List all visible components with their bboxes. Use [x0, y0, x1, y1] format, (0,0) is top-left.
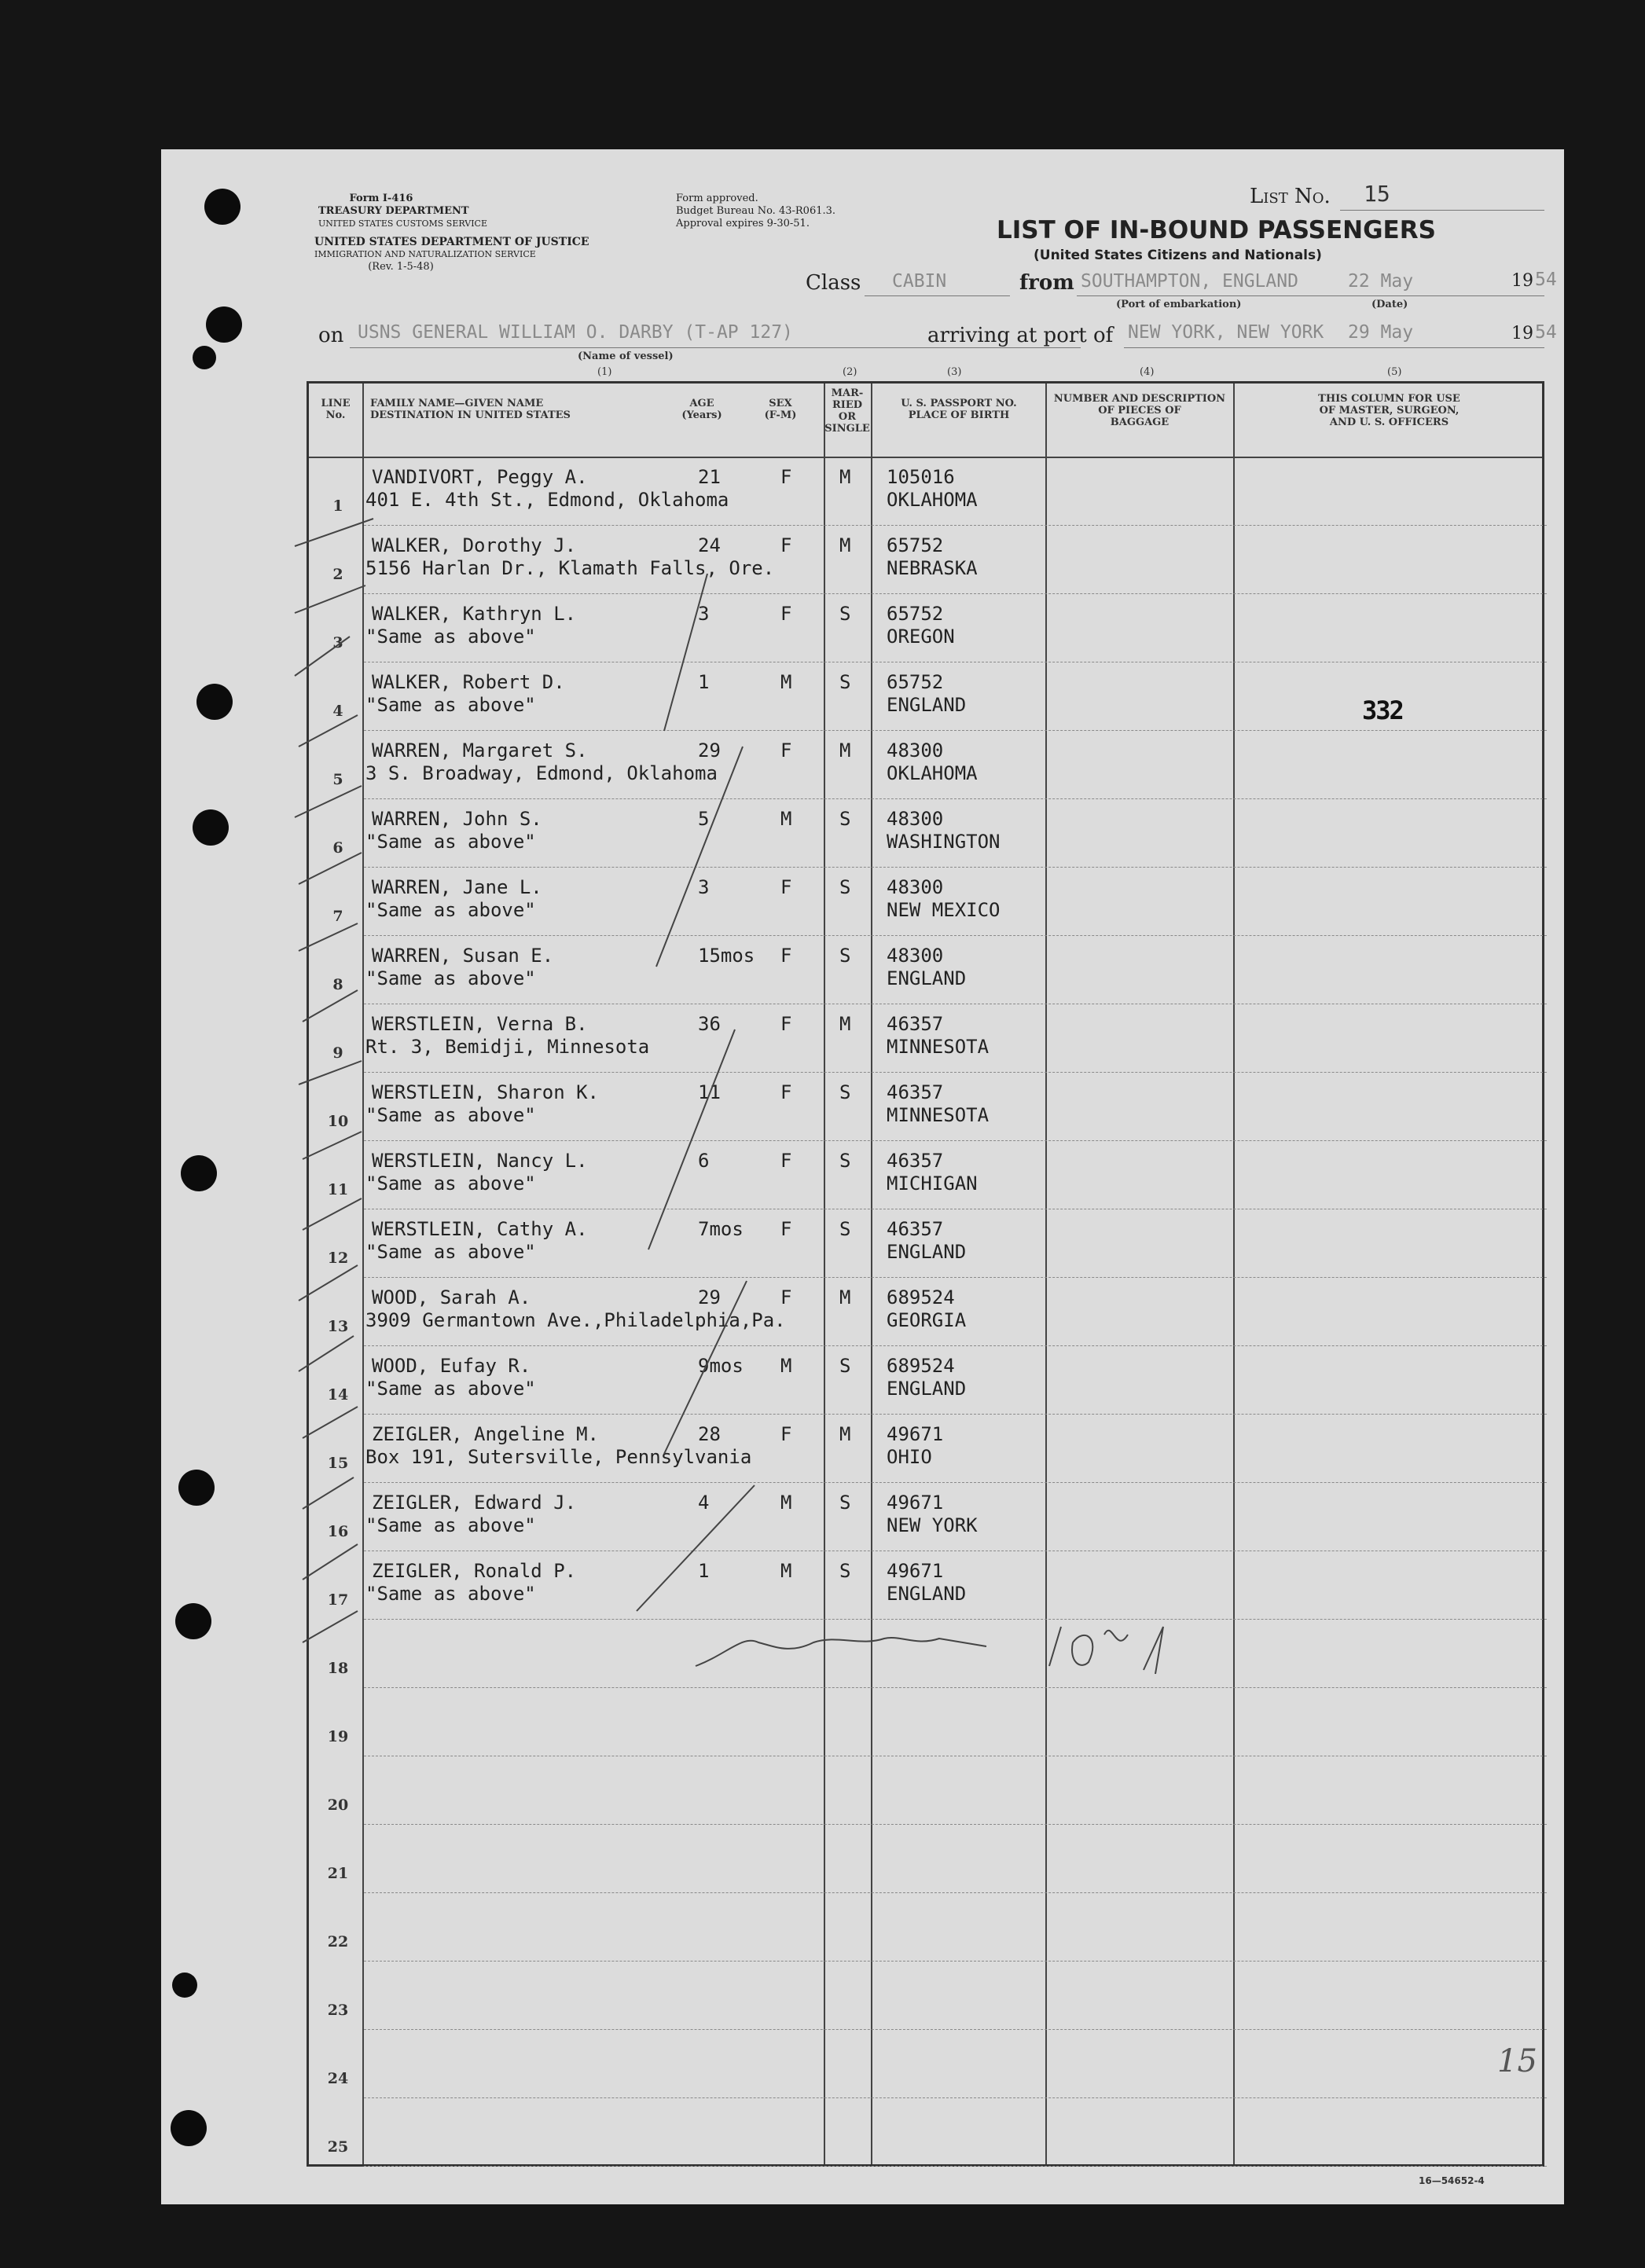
justice-block	[314, 236, 589, 273]
sex: F	[780, 603, 792, 625]
marital-status: S	[839, 1560, 851, 1582]
line-number: 22	[327, 1933, 349, 1951]
budget-bureau: Budget Bureau No. 43-R061.3.	[676, 205, 836, 217]
marital-status: M	[839, 466, 851, 488]
passport-no: 46357	[887, 1081, 944, 1103]
table-row	[309, 1826, 1547, 1894]
col-age: AGE (Years)	[681, 398, 722, 421]
class-label: Class	[806, 271, 861, 295]
destination: 5156 Harlan Dr., Klamath Falls, Ore.	[365, 557, 775, 579]
line-number: 11	[327, 1181, 349, 1198]
destination: "Same as above"	[365, 1514, 536, 1536]
destination: "Same as above"	[365, 1173, 536, 1195]
col-number-4: (4)	[1140, 366, 1155, 378]
binder-hole	[196, 684, 233, 720]
age: 36	[698, 1013, 721, 1035]
row-rule	[364, 2097, 1547, 2098]
passport-no: 48300	[887, 876, 944, 898]
passenger-name: WARREN, Susan E.	[372, 945, 554, 967]
depart-year-prefix: 19	[1511, 271, 1533, 291]
row-rule	[364, 1345, 1547, 1346]
row-rule	[364, 1414, 1547, 1415]
table-row	[309, 595, 1547, 663]
line-number: 6	[332, 839, 343, 857]
marital-status: S	[839, 1150, 851, 1172]
passport-no: 689524	[887, 1286, 955, 1308]
place-of-birth: GEORGIA	[887, 1309, 967, 1331]
from-underline	[1077, 295, 1340, 296]
sex: F	[780, 1081, 792, 1103]
list-no-value: 15	[1364, 181, 1390, 207]
marital-status: S	[839, 1218, 851, 1240]
passenger-name: WALKER, Kathryn L.	[372, 603, 577, 625]
table-row	[309, 868, 1547, 937]
line-number: 12	[327, 1250, 349, 1267]
marital-status: S	[839, 1081, 851, 1103]
age: 6	[698, 1150, 710, 1172]
place-of-birth: ENGLAND	[887, 694, 967, 716]
line-number: 18	[327, 1660, 349, 1677]
marital-status: S	[839, 808, 851, 830]
line-number: 8	[332, 976, 343, 993]
passenger-table	[307, 381, 1544, 2167]
vessel-caption: (Name of vessel)	[578, 350, 674, 362]
marital-status: M	[839, 534, 851, 556]
table-row	[309, 1073, 1547, 1142]
line-number: 10	[327, 1113, 349, 1130]
treasury-dept: TREASURY DEPARTMENT	[318, 205, 469, 217]
col-passport: U. S. PASSPORT NO. PLACE OF BIRTH	[901, 398, 1017, 421]
age: 24	[698, 534, 721, 556]
table-row	[309, 1210, 1547, 1279]
destination: 401 E. 4th St., Edmond, Oklahoma	[365, 489, 729, 511]
marital-status: M	[839, 1423, 851, 1445]
from-label: from	[1019, 271, 1074, 295]
place-of-birth: ENGLAND	[887, 1378, 967, 1400]
row-rule	[364, 1072, 1547, 1073]
passport-no: 49671	[887, 1492, 944, 1514]
age: 21	[698, 466, 721, 488]
list-no-label: List No.	[1250, 185, 1331, 208]
passenger-name: WOOD, Sarah A.	[372, 1286, 531, 1308]
row-rule	[364, 1619, 1547, 1620]
passport-no: 46357	[887, 1218, 944, 1240]
table-row	[309, 2031, 1547, 2099]
place-of-birth: NEW MEXICO	[887, 899, 1001, 921]
marital-status: S	[839, 945, 851, 967]
col-married: MAR- RIED OR SINGLE	[824, 387, 870, 435]
line-number: 21	[327, 1865, 349, 1882]
arriving-label: arriving at port of	[927, 324, 1114, 347]
binder-hole	[172, 1973, 197, 1998]
age: 29	[698, 739, 721, 762]
sex: F	[780, 1013, 792, 1035]
arrival-date: 29 May	[1348, 322, 1414, 343]
col-name: FAMILY NAME—GIVEN NAME DESTINATION IN UNITED STATES	[370, 398, 571, 421]
passenger-name: WOOD, Eufay R.	[372, 1355, 531, 1377]
form-header-left	[318, 193, 487, 230]
table-row	[309, 1689, 1547, 1757]
marital-status: S	[839, 876, 851, 898]
age: 1	[698, 1560, 710, 1582]
sex: M	[780, 808, 792, 830]
place-of-birth: ENGLAND	[887, 1583, 967, 1605]
age: 29	[698, 1286, 721, 1308]
class-value: CABIN	[892, 271, 947, 292]
line-number: 7	[332, 908, 343, 925]
binder-hole	[175, 1603, 211, 1639]
destination: 3 S. Broadway, Edmond, Oklahoma	[365, 762, 718, 784]
destination: "Same as above"	[365, 1104, 536, 1126]
passport-no: 65752	[887, 671, 944, 693]
line-number: 17	[327, 1591, 349, 1609]
age: 3	[698, 603, 710, 625]
place-of-birth: OKLAHOMA	[887, 489, 978, 511]
place-of-birth: OREGON	[887, 626, 955, 648]
arrival-year: 54	[1535, 322, 1557, 343]
passenger-name: WARREN, Jane L.	[372, 876, 542, 898]
col-number-2: (2)	[843, 366, 857, 378]
place-of-birth: NEBRASKA	[887, 557, 978, 579]
row-rule	[364, 1961, 1547, 1962]
row-rule	[364, 525, 1547, 526]
sex: F	[780, 1150, 792, 1172]
table-row	[309, 1552, 1547, 1620]
destination: Box 191, Sutersville, Pennsylvania	[365, 1446, 752, 1468]
destination: "Same as above"	[365, 1583, 536, 1605]
passenger-name: ZEIGLER, Edward J.	[372, 1492, 577, 1514]
passenger-name: WARREN, Margaret S.	[372, 739, 588, 762]
page-subtitle: (United States Citizens and Nationals)	[1034, 248, 1322, 263]
line-number: 23	[327, 2002, 349, 2019]
table-row	[309, 1894, 1547, 1962]
place-of-birth: OKLAHOMA	[887, 762, 978, 784]
line-number: 2	[332, 566, 343, 583]
line-number: 9	[332, 1044, 343, 1062]
line-number: 3	[332, 634, 343, 651]
arrival-port: NEW YORK, NEW YORK	[1128, 322, 1324, 343]
vessel-name: USNS GENERAL WILLIAM O. DARBY (T-AP 127)	[358, 322, 793, 343]
line-number: 25	[327, 2138, 349, 2156]
line-number: 4	[332, 703, 343, 720]
passenger-name: VANDIVORT, Peggy A.	[372, 466, 588, 488]
sex: F	[780, 739, 792, 762]
col-number-3: (3)	[947, 366, 962, 378]
row-rule	[364, 935, 1547, 936]
depart-year: 54	[1535, 270, 1557, 290]
sex: M	[780, 1355, 792, 1377]
line-number: 24	[327, 2070, 349, 2087]
age: 15mos	[698, 945, 755, 967]
passport-no: 48300	[887, 808, 944, 830]
form-revision: (Rev. 1-5-48)	[368, 261, 434, 273]
destination: "Same as above"	[365, 831, 536, 853]
row-rule	[364, 1687, 1547, 1688]
destination: "Same as above"	[365, 967, 536, 989]
table-row	[309, 1347, 1547, 1415]
form-number: Form I-416	[349, 193, 413, 204]
age: 7mos	[698, 1218, 744, 1240]
line-number: 13	[327, 1318, 349, 1335]
port-embark-caption: (Port of embarkation)	[1116, 299, 1242, 310]
justice-dept: UNITED STATES DEPARTMENT OF JUSTICE	[314, 236, 589, 248]
line-number: 14	[327, 1386, 349, 1404]
marital-status: S	[839, 1492, 851, 1514]
col-line-no: LINE No.	[321, 398, 351, 421]
col-number-1: (1)	[597, 366, 612, 378]
table-row	[309, 1415, 1547, 1484]
row-rule	[364, 1277, 1547, 1278]
line-number: 19	[327, 1728, 349, 1745]
line-number: 1	[332, 497, 343, 515]
binder-hole	[171, 2110, 207, 2146]
passenger-name: WERSTLEIN, Cathy A.	[372, 1218, 588, 1240]
place-of-birth: NEW YORK	[887, 1514, 978, 1536]
line-number: 20	[327, 1796, 349, 1814]
passenger-name: WERSTLEIN, Sharon K.	[372, 1081, 599, 1103]
line-number: 15	[327, 1455, 349, 1472]
passport-no: 48300	[887, 945, 944, 967]
age: 28	[698, 1423, 721, 1445]
table-row	[309, 732, 1547, 800]
marital-status: M	[839, 1286, 851, 1308]
marital-status: S	[839, 1355, 851, 1377]
destination: 3909 Germantown Ave.,Philadelphia,Pa.	[365, 1309, 786, 1331]
passport-no: 48300	[887, 739, 944, 762]
passport-no: 689524	[887, 1355, 955, 1377]
sex: M	[780, 1492, 792, 1514]
row-rule	[364, 1892, 1547, 1893]
date-caption: (Date)	[1371, 299, 1408, 310]
destination: "Same as above"	[365, 1378, 536, 1400]
place-of-birth: MINNESOTA	[887, 1036, 990, 1058]
table-row	[309, 527, 1547, 595]
table-row	[309, 1620, 1547, 1689]
line-number: 16	[327, 1523, 349, 1540]
place-of-birth: OHIO	[887, 1446, 932, 1468]
destination: Rt. 3, Bemidji, Minnesota	[365, 1036, 650, 1058]
officer-stamp: 332	[1362, 695, 1403, 725]
passenger-name: ZEIGLER, Ronald P.	[372, 1560, 577, 1582]
customs-service: UNITED STATES CUSTOMS SERVICE	[318, 218, 487, 229]
place-of-birth: ENGLAND	[887, 1241, 967, 1263]
age: 11	[698, 1081, 721, 1103]
arrival-year-prefix: 19	[1511, 324, 1533, 343]
destination: "Same as above"	[365, 1241, 536, 1263]
row-rule	[364, 1140, 1547, 1141]
passenger-name: WALKER, Dorothy J.	[372, 534, 577, 556]
row-rule	[364, 867, 1547, 868]
passenger-name: WALKER, Robert D.	[372, 671, 565, 693]
age: 5	[698, 808, 710, 830]
table-row	[309, 800, 1547, 868]
age: 3	[698, 876, 710, 898]
row-rule	[364, 1824, 1547, 1825]
age: 9mos	[698, 1355, 744, 1377]
sex: F	[780, 1286, 792, 1308]
passenger-name: WERSTLEIN, Verna B.	[372, 1013, 588, 1035]
arrival-date-underline	[1340, 347, 1544, 348]
place-of-birth: ENGLAND	[887, 967, 967, 989]
passport-no: 49671	[887, 1560, 944, 1582]
marital-status: S	[839, 671, 851, 693]
table-row	[309, 1484, 1547, 1552]
row-rule	[364, 593, 1547, 594]
col-number-5: (5)	[1387, 366, 1402, 378]
sex: F	[780, 534, 792, 556]
sex: M	[780, 1560, 792, 1582]
row-rule	[364, 2029, 1547, 2030]
table-row	[309, 458, 1547, 527]
footer-code: 16—54652-4	[1419, 2175, 1485, 2186]
table-row	[309, 1962, 1547, 2031]
passenger-name: WERSTLEIN, Nancy L.	[372, 1150, 588, 1172]
binder-hole	[178, 1470, 215, 1506]
list-no-underline	[1340, 210, 1544, 211]
binder-hole	[193, 346, 216, 369]
destination: "Same as above"	[365, 694, 536, 716]
corner-mark: 15	[1497, 2043, 1537, 2079]
vessel-underline	[350, 347, 1081, 348]
table-row	[309, 2099, 1547, 2167]
sex: F	[780, 1423, 792, 1445]
row-rule	[364, 798, 1547, 799]
marital-status: M	[839, 1013, 851, 1035]
table-row	[309, 937, 1547, 1005]
binder-hole	[206, 306, 242, 343]
sex: F	[780, 1218, 792, 1240]
passenger-name: ZEIGLER, Angeline M.	[372, 1423, 599, 1445]
table-row	[309, 663, 1547, 732]
approval-expires: Approval expires 9-30-51.	[676, 218, 810, 229]
sex: F	[780, 876, 792, 898]
from-value: SOUTHAMPTON, ENGLAND	[1081, 271, 1298, 292]
marital-status: M	[839, 739, 851, 762]
on-label: on	[318, 324, 344, 347]
table-row	[309, 1757, 1547, 1826]
passport-no: 105016	[887, 466, 955, 488]
col-baggage: NUMBER AND DESCRIPTION OF PIECES OF BAGGAGE	[1053, 393, 1226, 428]
age: 4	[698, 1492, 710, 1514]
passenger-list-sheet	[161, 149, 1564, 2204]
sex: F	[780, 466, 792, 488]
sex: F	[780, 945, 792, 967]
page-title: LIST OF IN-BOUND PASSENGERS	[997, 216, 1436, 244]
destination: "Same as above"	[365, 626, 536, 648]
table-row	[309, 1279, 1547, 1347]
row-rule	[364, 730, 1547, 731]
passport-no: 46357	[887, 1150, 944, 1172]
row-rule	[364, 1482, 1547, 1483]
passport-no: 46357	[887, 1013, 944, 1035]
line-number: 5	[332, 771, 343, 788]
place-of-birth: MINNESOTA	[887, 1104, 990, 1126]
row-rule	[364, 2166, 1547, 2167]
passport-no: 65752	[887, 603, 944, 625]
marital-status: S	[839, 603, 851, 625]
form-approval	[676, 193, 835, 230]
sex: M	[780, 671, 792, 693]
table-row	[309, 1142, 1547, 1210]
depart-date-underline	[1340, 295, 1544, 296]
passenger-name: WARREN, John S.	[372, 808, 542, 830]
binder-hole	[204, 189, 241, 225]
destination: "Same as above"	[365, 899, 536, 921]
passport-no: 65752	[887, 534, 944, 556]
arrival-port-underline	[1124, 347, 1340, 348]
form-approved: Form approved.	[676, 193, 758, 204]
ins-service: IMMIGRATION AND NATURALIZATION SERVICE	[314, 249, 536, 259]
table-row	[309, 1005, 1547, 1073]
binder-hole	[181, 1155, 217, 1191]
place-of-birth: WASHINGTON	[887, 831, 1001, 853]
depart-date: 22 May	[1348, 271, 1414, 292]
passport-no: 49671	[887, 1423, 944, 1445]
binder-hole	[193, 809, 229, 846]
class-underline	[865, 295, 1010, 296]
place-of-birth: MICHIGAN	[887, 1173, 978, 1195]
age: 1	[698, 671, 710, 693]
col-officers: THIS COLUMN FOR USE OF MASTER, SURGEON, AND U. S. OFFICERS	[1318, 393, 1460, 428]
col-sex: SEX (F-M)	[764, 398, 797, 421]
